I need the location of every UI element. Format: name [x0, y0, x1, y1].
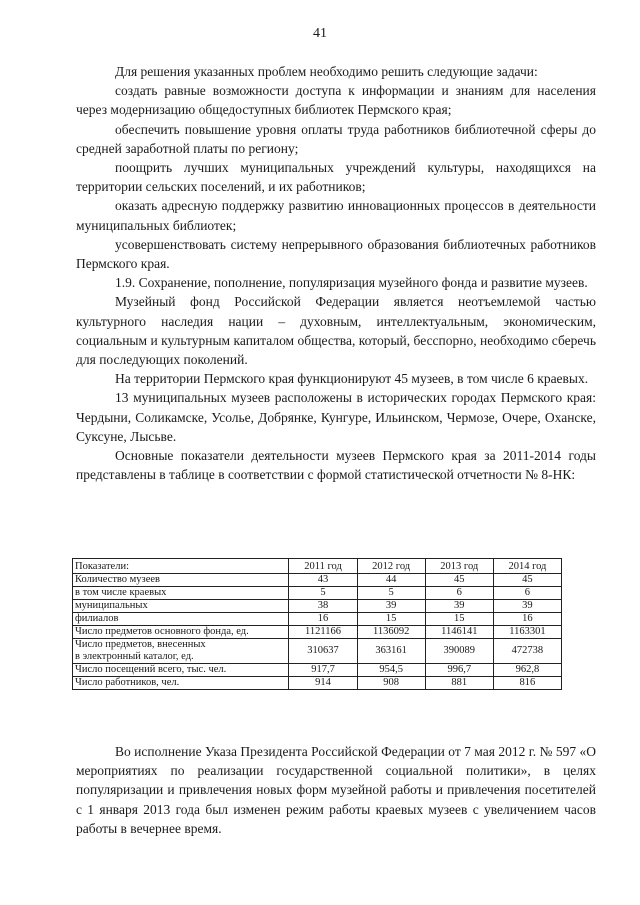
table-cell: 996,7	[425, 664, 493, 677]
table-cell: 5	[289, 587, 357, 600]
table-cell: 1163301	[493, 626, 561, 639]
table-cell: 816	[493, 677, 561, 690]
table-row	[73, 626, 562, 639]
table-cell: 881	[425, 677, 493, 690]
paragraph-presidential-decree: Во исполнение Указа Президента Российской Федерации от 7 мая 2012 г. № 597 «О мероприятиях по реализации государственной социальной политики», в целях популяризации и привлечения новых форм музейной работы и привлечения посетителей с 1 января 2013 года был изменен режим работы краевых музеев с увеличением часов работы в вечернее время.	[76, 744, 596, 836]
table-cell: 390089	[425, 639, 493, 664]
table-cell: 39	[425, 600, 493, 613]
table-row-label-line: Число предметов, внесенных	[75, 639, 206, 650]
table-cell: 45	[425, 574, 493, 587]
paragraph-task-2: обеспечить повышение уровня оплаты труда работников библиотечной сферы до средней заработной платы по региону;	[76, 121, 596, 156]
paragraph-task-3: поощрить лучших муниципальных учреждений культуры, находящихся на территории сельских поселений, и их работников;	[76, 160, 596, 195]
table-row	[73, 664, 562, 677]
table-header-year: 2012 год	[357, 559, 425, 574]
table-row	[73, 639, 562, 664]
table-cell: 38	[289, 600, 357, 613]
museum-statistics-table	[72, 558, 562, 690]
table-row-label: Количество музеев	[73, 574, 289, 587]
table-row-label-line: в электронный каталог, ед.	[75, 651, 194, 662]
table-cell: 45	[493, 574, 561, 587]
table-cell: 15	[425, 613, 493, 626]
paragraph-indicators: Основные показатели деятельности музеев Пермского края за 2011-2014 годы представлены в таблице в соответствии с формой статистической отчетности № 8-НК:	[76, 448, 596, 483]
paragraph-task-4: оказать адресную поддержку развитию инновационных процессов в деятельности муниципальных библиотек;	[76, 198, 596, 233]
table-cell: 39	[493, 600, 561, 613]
table-cell: 39	[357, 600, 425, 613]
statistics-table-wrapper	[72, 558, 562, 690]
table-cell: 5	[357, 587, 425, 600]
closing-text	[76, 742, 596, 838]
table-cell: 1146141	[425, 626, 493, 639]
table-cell: 962,8	[493, 664, 561, 677]
paragraph-task-1: создать равные возможности доступа к информации и знаниям для населения через модернизацию общедоступных библиотек Пермского края;	[76, 83, 596, 118]
table-row-label: филиалов	[73, 613, 289, 626]
table-cell: 16	[289, 613, 357, 626]
table-cell: 954,5	[357, 664, 425, 677]
body-text	[76, 62, 596, 484]
paragraph-task-5: усовершенствовать систему непрерывного образования библиотечных работников Пермского края.	[76, 236, 596, 272]
page-number: 41	[313, 26, 327, 41]
table-cell: 908	[357, 677, 425, 690]
table-row	[73, 677, 562, 690]
table-row	[73, 613, 562, 626]
table-row	[73, 600, 562, 613]
table-cell: 6	[493, 587, 561, 600]
table-cell: 43	[289, 574, 357, 587]
table-cell: 363161	[357, 639, 425, 664]
table-header-row	[73, 559, 562, 574]
table-cell: 6	[425, 587, 493, 600]
table-cell: 1136092	[357, 626, 425, 639]
paragraph-municipal-museums: 13 муниципальных музеев расположены в исторических городах Пермского края: Чердыни, Соликамске, Усолье, Добрянке, Кунгуре, Ильинском, Чермозе, Очере, Оханске, Суксуне, Лысьве.	[76, 390, 596, 444]
table-cell: 914	[289, 677, 357, 690]
table-cell: 917,7	[289, 664, 357, 677]
table-cell: 1121166	[289, 626, 357, 639]
table-header-label: Показатели:	[73, 559, 289, 574]
table-row	[73, 574, 562, 587]
table-row	[73, 587, 562, 600]
section-heading-1-9: 1.9. Сохранение, пополнение, популяризация музейного фонда и развитие музеев.	[115, 275, 588, 291]
table-row-label	[73, 639, 289, 664]
table-row-label: Число работников, чел.	[73, 677, 289, 690]
table-cell: 15	[357, 613, 425, 626]
table-cell: 472738	[493, 639, 561, 664]
table-header-year: 2014 год	[493, 559, 561, 574]
table-cell: 16	[493, 613, 561, 626]
paragraph-museum-fund: Музейный фонд Российской Федерации является неотъемлемой частью культурного наследия нации – духовным, интеллектуальным, экономическим, социальным и культурным капиталом общества, который, бесспорно, необходимо сберечь для последующих поколений.	[76, 294, 596, 368]
table-header-year: 2011 год	[289, 559, 357, 574]
table-cell: 44	[357, 574, 425, 587]
paragraph-intro: Для решения указанных проблем необходимо решить следующие задачи:	[115, 64, 538, 79]
table-row-label: Число предметов основного фонда, ед.	[73, 626, 289, 639]
paragraph-museum-count: На территории Пермского края функционируют 45 музеев, в том числе 6 краевых.	[115, 371, 589, 387]
table-row-label: муниципальных	[73, 600, 289, 613]
table-row-label: Число посещений всего, тыс. чел.	[73, 664, 289, 677]
table-cell: 310637	[289, 639, 357, 664]
table-header-year: 2013 год	[425, 559, 493, 574]
table-row-label: в том числе краевых	[73, 587, 289, 600]
